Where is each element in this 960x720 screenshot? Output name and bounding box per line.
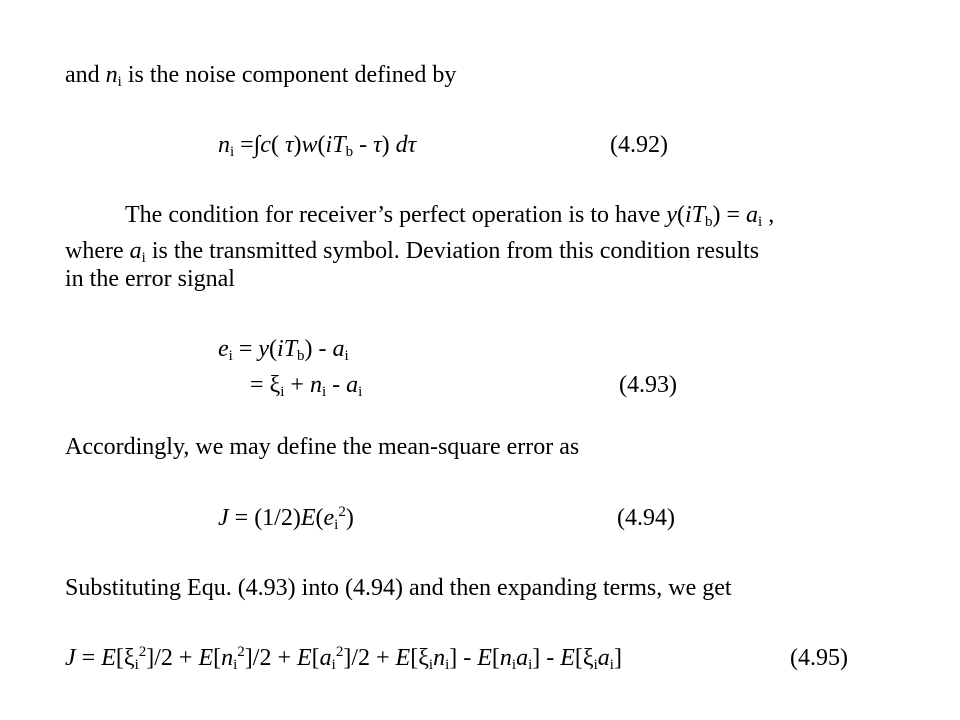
equation-4-95-number: (4.95) — [790, 645, 848, 671]
paragraph-1 — [65, 61, 456, 89]
equation-4-94: $J = (1/2)E(e_i^2)$ — [218, 504, 354, 533]
paragraph-1-text: and $n_i$ is the noise component defined by — [65, 62, 457, 90]
paragraph-4: Substituting Equ. (4.93) into (4.94) and then expanding terms, we get — [65, 575, 732, 601]
equation-4-94-number: (4.94) — [617, 505, 675, 531]
paragraph-2-line-2: where $a_i$ is the transmitted symbol. Deviation from this condition results — [65, 238, 760, 266]
equation-4-93-line-2: = $\xi_i + n_i - a_i$ — [250, 372, 363, 400]
equation-4-92-number: (4.92) — [610, 132, 668, 158]
equation-4-92: $n_i =\int c$( $\tau)w(iT_b - \tau)$ dτ — [218, 132, 417, 160]
equation-4-95: $J = E[\xi_i^2]/2 + E[n_i^2]/2 + E[a_i^2]/2 + E[\xi_in_i] - E[n_ia_i] - E[\xi_ia_i]$ — [65, 644, 622, 673]
paragraph-2-line-1: The condition for receiver’s perfect operation is to have $y(iT_b) = a_i$ , — [125, 202, 775, 230]
paragraph-3: Accordingly, we may define the mean-square error as — [65, 434, 580, 460]
paragraph-2-line-3: in the error signal — [65, 266, 235, 292]
equation-4-93-number: (4.93) — [619, 372, 677, 398]
equation-4-93-line-1: $e_i = y(iT_b) - a_i$ — [218, 336, 349, 364]
